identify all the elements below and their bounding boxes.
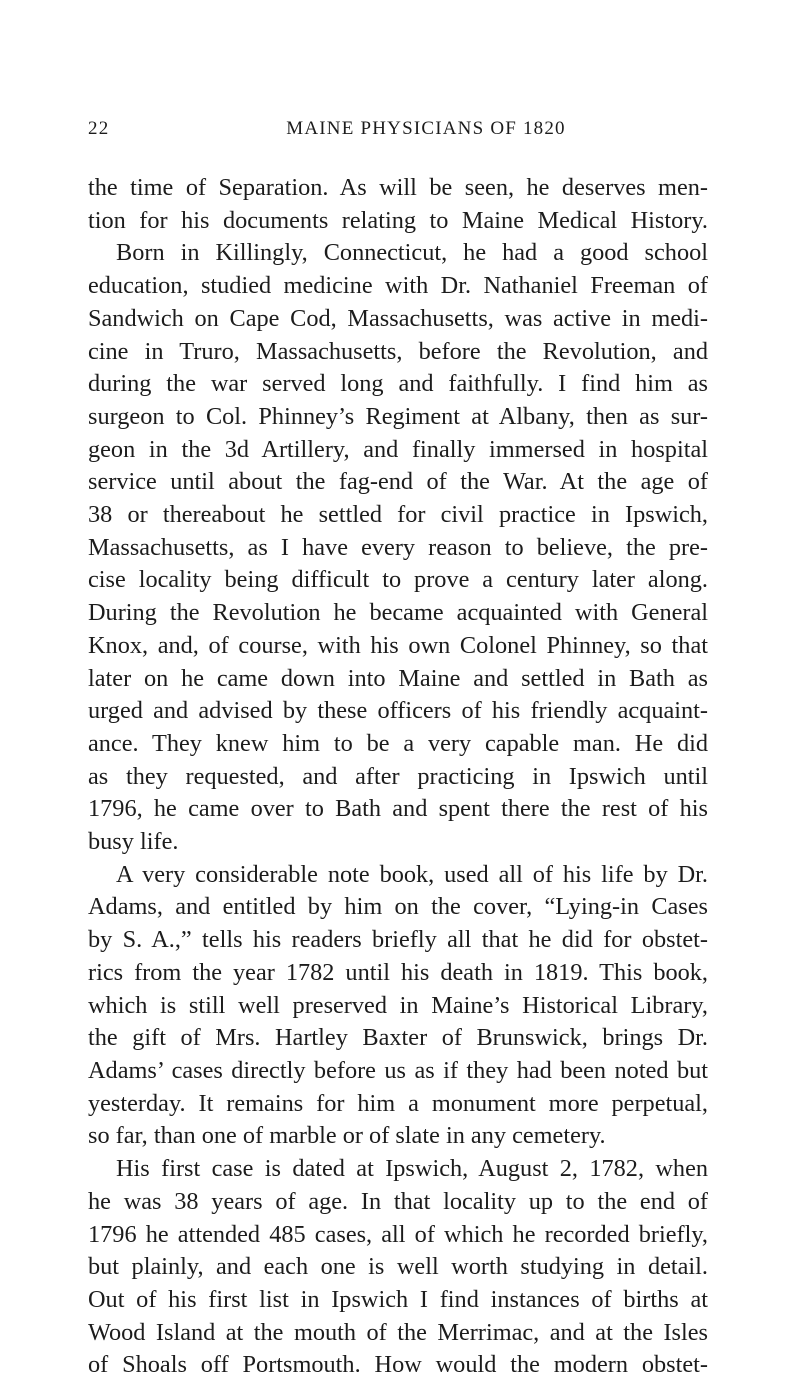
text-line: which is still well preserved in Maine’s Historical Library, [88,991,708,1019]
text-line: 38 or thereabout he settled for civil practice in Ipswich, [88,501,708,529]
text-line: 1796, he came over to Bath and spent there the rest of his [88,795,708,823]
text-line: education, studied medicine with Dr. Nathaniel Freeman of [88,272,708,300]
text-line: Adams, and entitled by him on the cover, “Lying-in Cases [88,893,708,921]
text-line: Massachusetts, as I have every reason to believe, the pre- [88,533,708,561]
text-line: During the Revolution he became acquainted with General [88,599,708,627]
text-line: Born in Killingly, Connecticut, he had a good school [116,239,708,267]
text-line: later on he came down into Maine and settled in Bath as [88,664,708,692]
running-title: MAINE PHYSICIANS OF 1820 [286,118,566,139]
text-line: he was 38 years of age. In that locality up to the end of [88,1187,708,1215]
paragraph [88,237,708,858]
text-line: ance. They knew him to be a very capable man. He did [88,729,708,757]
text-line: service until about the fag-end of the War. At the age of [88,468,708,496]
text-line: busy life. [88,828,179,856]
text-line: urged and advised by these officers of his friendly acquaint- [88,697,708,725]
text-line: of Shoals off Portsmouth. How would the modern obstet- [88,1351,708,1379]
text-line: during the war served long and faithfully. I find him as [88,370,708,398]
text-line: Adams’ cases directly before us as if they had been noted but [88,1056,708,1084]
text-line: geon in the 3d Artillery, and finally immersed in hospital [88,435,708,463]
text-line: surgeon to Col. Phinney’s Regiment at Albany, then as sur- [88,402,708,430]
text-line: the gift of Mrs. Hartley Baxter of Brunswick, brings Dr. [88,1024,708,1052]
text-line: yesterday. It remains for him a monument more perpetual, [88,1089,708,1117]
text-line: 1796 he attended 485 cases, all of which he recorded briefly, [88,1220,708,1248]
running-head [88,118,708,144]
paragraph [88,1153,708,1382]
text-line: by S. A.,” tells his readers briefly all that he did for obstet- [88,926,708,954]
text-line: but plainly, and each one is well worth studying in detail. [88,1253,708,1281]
text-line: His first case is dated at Ipswich, August 2, 1782, when [116,1155,708,1183]
text-line: so far, than one of marble or of slate in any cemetery. [88,1122,606,1150]
text-line: as they requested, and after practicing in Ipswich until [88,762,708,790]
paragraph [88,859,708,1153]
paragraph [88,172,708,237]
text-line: Out of his first list in Ipswich I find instances of births at [88,1285,708,1313]
text-line: cine in Truro, Massachusetts, before the Revolution, and [88,337,708,365]
text-line: Sandwich on Cape Cod, Massachusetts, was active in medi- [88,304,708,332]
text-line: cise locality being difficult to prove a century later along. [88,566,708,594]
text-line: Wood Island at the mouth of the Merrimac, and at the Isles [88,1318,708,1346]
text-line: rics from the year 1782 until his death in 1819. This book, [88,958,708,986]
page-number: 22 [88,118,110,139]
text-line: Knox, and, of course, with his own Colonel Phinney, so that [88,631,708,659]
text-line: tion for his documents relating to Maine Medical History. [88,206,708,234]
text-line: A very considerable note book, used all of his life by Dr. [116,860,708,888]
body-text [88,172,708,1382]
text-line: the time of Separation. As will be seen, he deserves men- [88,174,708,201]
